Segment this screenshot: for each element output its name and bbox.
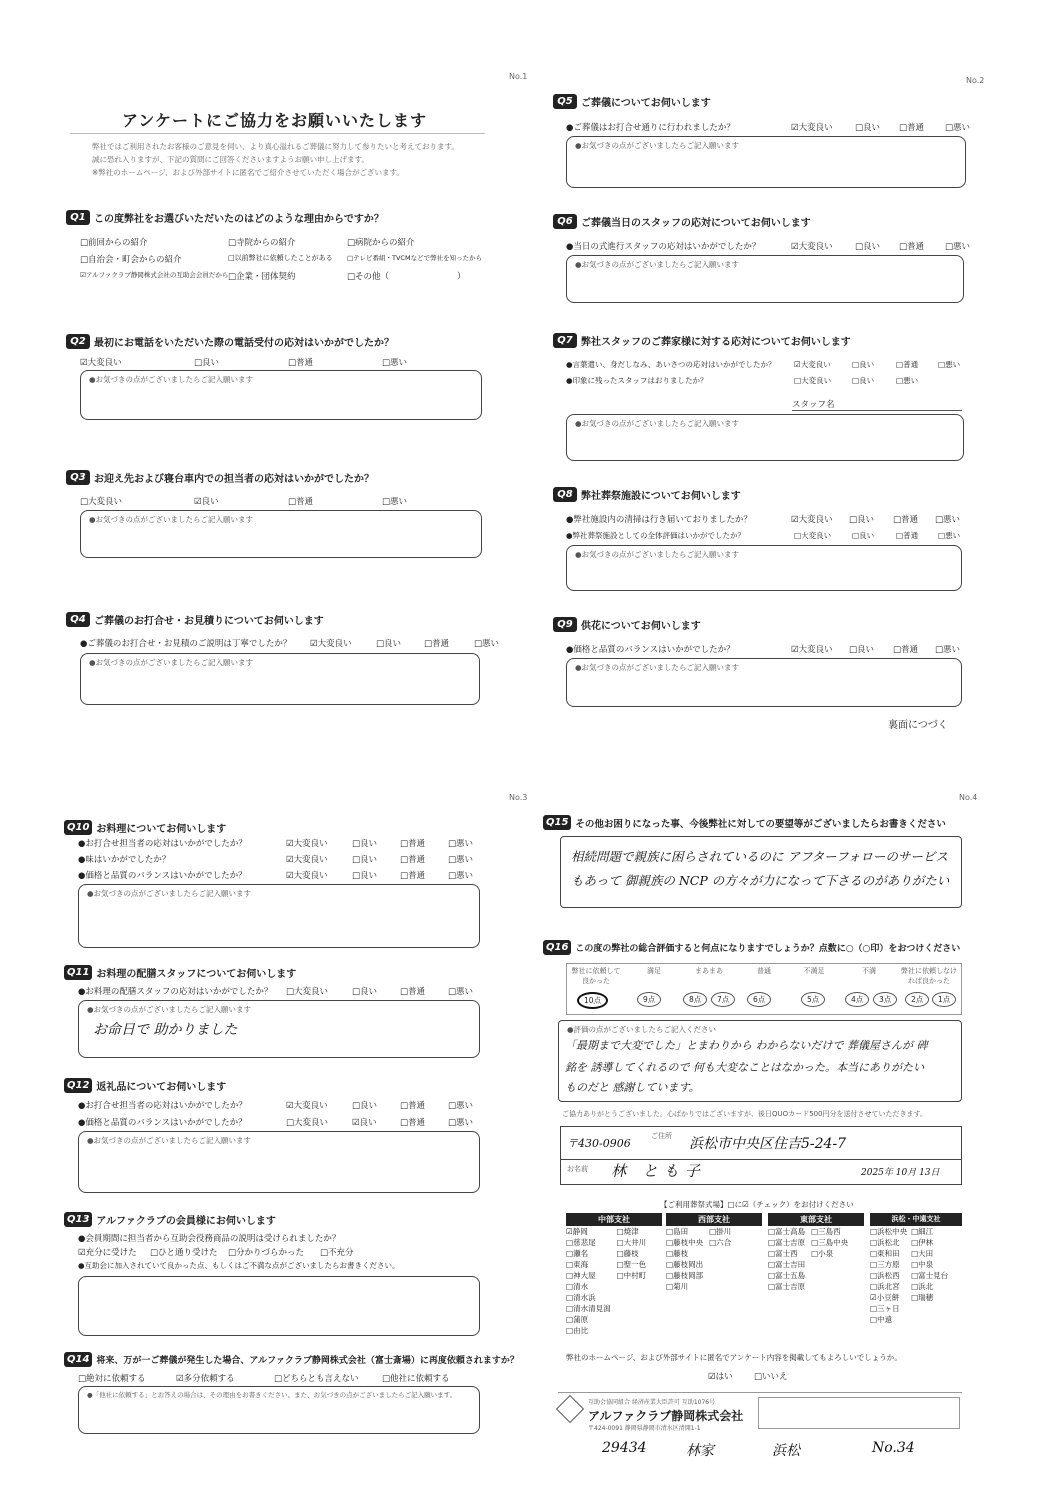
- q12-heading: [64, 1078, 226, 1093]
- q16-handwritten-line: 銘を 誘導してくれるので 何も大変なことはなかった。本当にありがたい: [565, 1061, 924, 1074]
- q2-text: 最初にお電話をいただいた際の電話受付の応対はいかがでしたか？: [94, 338, 394, 349]
- q13-sub-2: ●互助会に加入されていて良かった点、もしくはご不満な点がございましたらお書きください。: [78, 1261, 400, 1270]
- q9-heading: [553, 617, 701, 632]
- q6-heading: [553, 214, 811, 229]
- publish-question: 弊社のホームページ、および外部サイトに匿名でアンケート内容を掲載してもよろしいでしょうか。: [566, 1353, 902, 1362]
- q7-staff-label: スタッフ名: [792, 400, 835, 410]
- score-option[interactable]: 8点: [683, 992, 707, 1007]
- q2-heading: [66, 334, 394, 349]
- name-value: 林 とも子: [611, 1162, 706, 1180]
- scale-label: まあまあ: [695, 967, 723, 975]
- q16-handwritten-line: ものだと 感謝しています。: [565, 1081, 700, 1094]
- postal-code: 〒430-0906: [567, 1137, 631, 1150]
- q3-badge: Q3: [66, 470, 90, 485]
- q5-comment-box[interactable]: ●お気づきの点がございましたらご記入願います: [566, 136, 966, 188]
- office-column-chubu[interactable]: 中部支社 ☑静岡 □慈悲尾 □瀬名 □東海 □神大屋 □清水 □清水浜 □清水清見潟 □蒲原 □由比 □焼津 □大井川 □藤枝 □聖一色 □中村町: [566, 1213, 662, 1336]
- publish-options[interactable]: ☑はい □いいえ: [708, 1372, 788, 1382]
- q6-row[interactable]: ●当日の式進行スタッフの応対はいかがでしたか？ ☑大変良い □良い □普通 □悪い: [566, 242, 971, 252]
- scale-label: 弊社に依頼して良かった: [571, 967, 621, 985]
- q1-heading: [66, 210, 384, 225]
- q14-options[interactable]: □絶対に依頼する ☑多分依頼する □どちらとも言えない □他社に依頼する: [78, 1374, 450, 1384]
- address-field[interactable]: [560, 1126, 962, 1160]
- q13-comment-box[interactable]: [78, 1276, 480, 1336]
- name-label: お名前: [567, 1165, 588, 1173]
- q3-comment-box[interactable]: ●お気づきの点がございましたらご記入願います: [80, 510, 482, 558]
- office-column-hamamatsu[interactable]: 浜松・中遠支社 □浜松中央 □浜松北 □東和田 □三方原 □浜松西 □浜北宮 ☑小豆餅 □三ヶ日 □中遠 □細江 □伊林 □大田 □中泉 □富士見台 □浜北 □瑞穂: [870, 1213, 962, 1325]
- footer-note: No.34: [872, 1440, 915, 1456]
- address-label: ご住所: [651, 1132, 672, 1140]
- q5-badge: Q5: [553, 94, 577, 109]
- company-name: アルファクラブ静岡株式会社: [588, 1409, 744, 1423]
- q7-row-2[interactable]: ●印象に残ったスタッフはおりましたか？ □大変良い □良い □悪い: [566, 376, 919, 385]
- q9-text: 供花についてお伺いします: [581, 621, 701, 632]
- page-number-4: No.4: [959, 793, 978, 802]
- q15-handwritten-line: もあって 御親族の NCP の方々が力になって下さるのがありがたい: [571, 873, 950, 888]
- q8-text: 弊社葬祭施設についてお伺いします: [581, 491, 741, 502]
- q1-text: この度弊社をお選びいただいたのはどのような理由からですか？: [94, 214, 384, 225]
- page-number-1: No.1: [509, 72, 528, 81]
- q8-row-1[interactable]: ●弊社施設内の清掃は行き届いておりましたか？ ☑大変良い □良い □普通 □悪い: [566, 515, 961, 525]
- scale-label: 不満足: [803, 967, 825, 975]
- footer-note: 29434: [602, 1440, 647, 1456]
- q14-comment-box[interactable]: ●「他社に依頼する」とお答えの場合は、その理由をお書きください。また、お気づきの点がございましたらご記入願います。: [78, 1386, 480, 1434]
- q16-text: この度の弊社の総合評価すると何点になりますでしょうか？点数に○（○印）をおつけください: [575, 944, 961, 954]
- q15-badge: Q15: [543, 815, 571, 830]
- q6-text: ご葬儀当日のスタッフの応対についてお伺いします: [581, 218, 811, 229]
- q10-comment-box[interactable]: ●お気づきの点がございましたらご記入願います: [78, 884, 480, 948]
- q10-row[interactable]: ●価格と品質のバランスはいかがでしたか？ ☑大変良い □良い □普通 □悪い: [78, 871, 474, 881]
- q7-row-1[interactable]: ●言葉遣い、身だしなみ、あいさつの応対はいかがでしたか？ ☑大変良い □良い □普通 □悪い: [566, 360, 961, 369]
- q2-options[interactable]: ☑大変良い □良い □普通 □悪い: [80, 358, 408, 368]
- q3-heading: [66, 470, 374, 485]
- q8-heading: [553, 487, 741, 502]
- company-logo-icon: [556, 1395, 584, 1423]
- q4-badge: Q4: [66, 612, 90, 627]
- q9-comment-box[interactable]: ●お気づきの点がございましたらご記入願います: [566, 658, 962, 707]
- q14-text: 将来、万が一ご葬儀が発生した場合、アルファクラブ静岡株式会社（富士斎場）に再度依頼されますか？: [96, 1356, 519, 1366]
- q8-badge: Q8: [553, 487, 577, 502]
- score-option[interactable]: 5点: [801, 992, 825, 1007]
- q7-comment-box[interactable]: ●お気づきの点がございましたらご記入願います: [566, 414, 964, 461]
- q16-comment-box[interactable]: ●評価の点がございましたらご記入ください 「最期まで大変でした」とまわりから わからないだけで 葬儀屋さんが 碑 銘を 誘導してくれるので 何も大変なことはなかった。本当にありがたい ものだと 感謝しています。: [558, 1020, 962, 1102]
- q10-row[interactable]: ●味はいかがでしたか？ ☑大変良い □良い □普通 □悪い: [78, 855, 474, 865]
- q14-badge: Q14: [64, 1352, 92, 1367]
- score-option[interactable]: 6点: [747, 992, 771, 1007]
- company-footer: [558, 1392, 962, 1433]
- q10-heading: [64, 820, 226, 835]
- footer-note: 林家: [686, 1443, 714, 1459]
- q11-row[interactable]: ●お料理の配膳スタッフの応対はいかがでしたか？ □大変良い □良い □普通 □悪い: [78, 987, 474, 997]
- q13-badge: Q13: [64, 1212, 92, 1227]
- q6-badge: Q6: [553, 214, 577, 229]
- score-option[interactable]: 1点: [932, 992, 956, 1007]
- office-column-tobu[interactable]: 東部支社 □富士高島 □富士吉原 □富士西 □富士吉田 □富士五島 □富士吉原 □三島西 □三島中央 □小泉: [768, 1213, 864, 1292]
- q3-options[interactable]: □大変良い ☑良い □普通 □悪い: [80, 497, 408, 507]
- q10-row[interactable]: ●お打合せ担当者の応対はいかがでしたか？ ☑大変良い □良い □普通 □悪い: [78, 839, 474, 849]
- q1-option[interactable]: □寺院からの紹介: [228, 238, 296, 248]
- q1-badge: Q1: [66, 210, 90, 225]
- q15-handwritten-line: 相続問題で親族に困らされているのに アフターフォローのサービス: [571, 849, 948, 864]
- q1-option[interactable]: □自治会・町会からの紹介: [80, 255, 182, 265]
- q12-badge: Q12: [64, 1078, 92, 1093]
- q11-heading: [64, 965, 296, 980]
- page-number-3: No.3: [509, 793, 528, 802]
- q2-badge: Q2: [66, 334, 90, 349]
- q13-heading: [64, 1212, 276, 1227]
- q4-text: ご葬儀のお打合せ・お見積りについてお伺いします: [94, 616, 324, 627]
- q1-option[interactable]: □前回からの紹介: [80, 238, 148, 248]
- q11-comment-box[interactable]: ●お気づきの点がございましたらご記入願います お命日で 助かりました: [78, 1000, 480, 1058]
- q8-comment-box[interactable]: ●お気づきの点がございましたらご記入願います: [566, 545, 962, 591]
- company-license: 互助会協同組合 経済産業大臣許可 互助1076号: [588, 1399, 716, 1406]
- q9-row[interactable]: ●価格と品質のバランスはいかがでしたか？ ☑大変良い □良い □普通 □悪い: [566, 645, 961, 655]
- q12-comment-box[interactable]: ●お気づきの点がございましたらご記入願います: [78, 1131, 480, 1193]
- q5-text: ご葬儀についてお伺いします: [581, 98, 711, 109]
- q4-heading: [66, 612, 324, 627]
- q5-row[interactable]: ●ご葬儀はお打合せ通りに行われましたか？ ☑大変良い □良い □普通 □悪い: [566, 123, 971, 133]
- q4-comment-box[interactable]: ●お気づきの点がございましたらご記入願います: [80, 653, 480, 705]
- q1-option[interactable]: □企業・団体契約: [228, 272, 296, 282]
- q3-text: お迎え先および寝台車内での担当者の応対はいかがでしたか？: [94, 474, 374, 485]
- company-notice-box: [758, 1397, 960, 1429]
- page-number-2: No.2: [966, 76, 985, 85]
- q9-badge: Q9: [553, 617, 577, 632]
- q7-text: 弊社スタッフのご葬家様に対する応対についてお伺いします: [581, 337, 851, 348]
- q14-heading: [64, 1352, 519, 1367]
- q1-option[interactable]: □以前弊社に依頼したことがある: [228, 254, 333, 262]
- address-value: 浜松市中央区住吉5-24-7: [689, 1136, 847, 1152]
- q16-badge: Q16: [543, 940, 571, 955]
- score-option[interactable]: 9点: [637, 992, 661, 1007]
- scale-label: 不満: [862, 967, 876, 975]
- office-column-seibu[interactable]: 西部支社 □島田 □藤枝中央 □藤枝 □藤枝岡出 □藤枝岡部 □菊川 □掛川 □六合: [666, 1213, 762, 1292]
- q10-badge: Q10: [64, 820, 92, 835]
- q16-scale: [566, 963, 962, 1015]
- q6-comment-box[interactable]: ●お気づきの点がございましたらご記入願います: [566, 255, 964, 303]
- q1-option[interactable]: □その他（ ）: [347, 272, 466, 282]
- q11-text: お料理の配膳スタッフについてお伺いします: [96, 969, 297, 980]
- scale-label: 満足: [647, 967, 661, 975]
- company-address: 〒424-0091 静岡県静岡市清水区清開1-1: [588, 1425, 701, 1432]
- score-option[interactable]: 10点: [577, 992, 608, 1009]
- q12-row[interactable]: ●お打合せ担当者の応対はいかがでしたか？ ☑大変良い □良い □普通 □悪い: [78, 1101, 474, 1111]
- gift-note: ご協力ありがとうございました。心ばかりではございますが、後日QUOカード500円分を送付させていただきます。: [562, 1110, 927, 1118]
- q7-badge: Q7: [553, 333, 577, 348]
- q13-options[interactable]: ☑充分に受けた □ひと通り受けた □分かりづらかった □不充分: [78, 1248, 354, 1258]
- scale-label: 弊社に依頼しなければ良かった: [901, 967, 957, 985]
- offices-title: 【ご利用葬祭式場】□に☑（チェック）をお付けください: [660, 1200, 854, 1209]
- scale-label: 普通: [757, 967, 771, 975]
- q4-row[interactable]: ●ご葬儀のお打合せ・お見積のご説明は丁寧でしたか？ ☑大変良い □良い □普通 □悪い: [80, 639, 500, 649]
- name-field[interactable]: [560, 1158, 962, 1185]
- q7-heading: [553, 333, 851, 348]
- q11-badge: Q11: [64, 965, 92, 980]
- footer-note: 浜松: [772, 1443, 800, 1459]
- q16-heading: [543, 940, 960, 955]
- q15-answer-box[interactable]: [560, 836, 962, 908]
- q5-heading: [553, 94, 711, 109]
- q13-text: アルファクラブの会員様にお伺いします: [96, 1216, 276, 1227]
- q1-option[interactable]: □テレビ番組・TVCMなどで弊社を知ったから: [347, 254, 483, 262]
- continue-note: 裏面につづく: [888, 720, 948, 731]
- intro-text: 弊社ではご利用されたお客様のご意見を伺い、より真心溢れるご葬儀に努力して参りたいと考えております。 誠に恐れ入りますが、下記の質問にご回答くださいますようお願い申し上げます。 ※弊社のホームページ、および外部サイトに匿名でご紹介させていただく場合がございます。: [92, 142, 459, 177]
- score-option[interactable]: 2点: [905, 992, 929, 1007]
- q15-heading: [543, 815, 946, 830]
- date-value: 2025年 10月 13日: [861, 1168, 940, 1178]
- q8-row-2[interactable]: ●弊社葬祭施設としての全体評価はいかがでしたか？ □大変良い □良い □普通 □悪い: [566, 531, 961, 540]
- q2-comment-box[interactable]: ●お気づきの点がございましたらご記入願います: [80, 370, 482, 420]
- q12-text: 返礼品についてお伺いします: [96, 1082, 227, 1093]
- q11-handwritten-comment: お命日で 助かりました: [93, 1022, 238, 1038]
- q1-option[interactable]: ☑アルファクラブ静岡株式会社の互助会会員だから: [80, 271, 229, 279]
- score-option[interactable]: 4点: [845, 992, 869, 1007]
- q16-handwritten-line: 「最期まで大変でした」とまわりから わからないだけで 葬儀屋さんが 碑: [565, 1039, 928, 1052]
- q1-option[interactable]: □病院からの紹介: [347, 238, 415, 248]
- q13-sub-1: ●会員期間に担当者から互助会役務商品の説明は受けられましたか？: [78, 1234, 341, 1244]
- score-option[interactable]: 7点: [711, 992, 735, 1007]
- page-title: アンケートにご協力をお願いいたします: [122, 111, 428, 130]
- q15-text: その他お困りになった事、今後弊社に対しての要望等がございましたらお書きください: [575, 818, 946, 830]
- q12-row[interactable]: ●価格と品質のバランスはいかがでしたか？ □大変良い ☑良い □普通 □悪い: [78, 1118, 474, 1128]
- q10-text: お料理についてお伺いします: [96, 824, 227, 835]
- score-option[interactable]: 3点: [873, 992, 897, 1007]
